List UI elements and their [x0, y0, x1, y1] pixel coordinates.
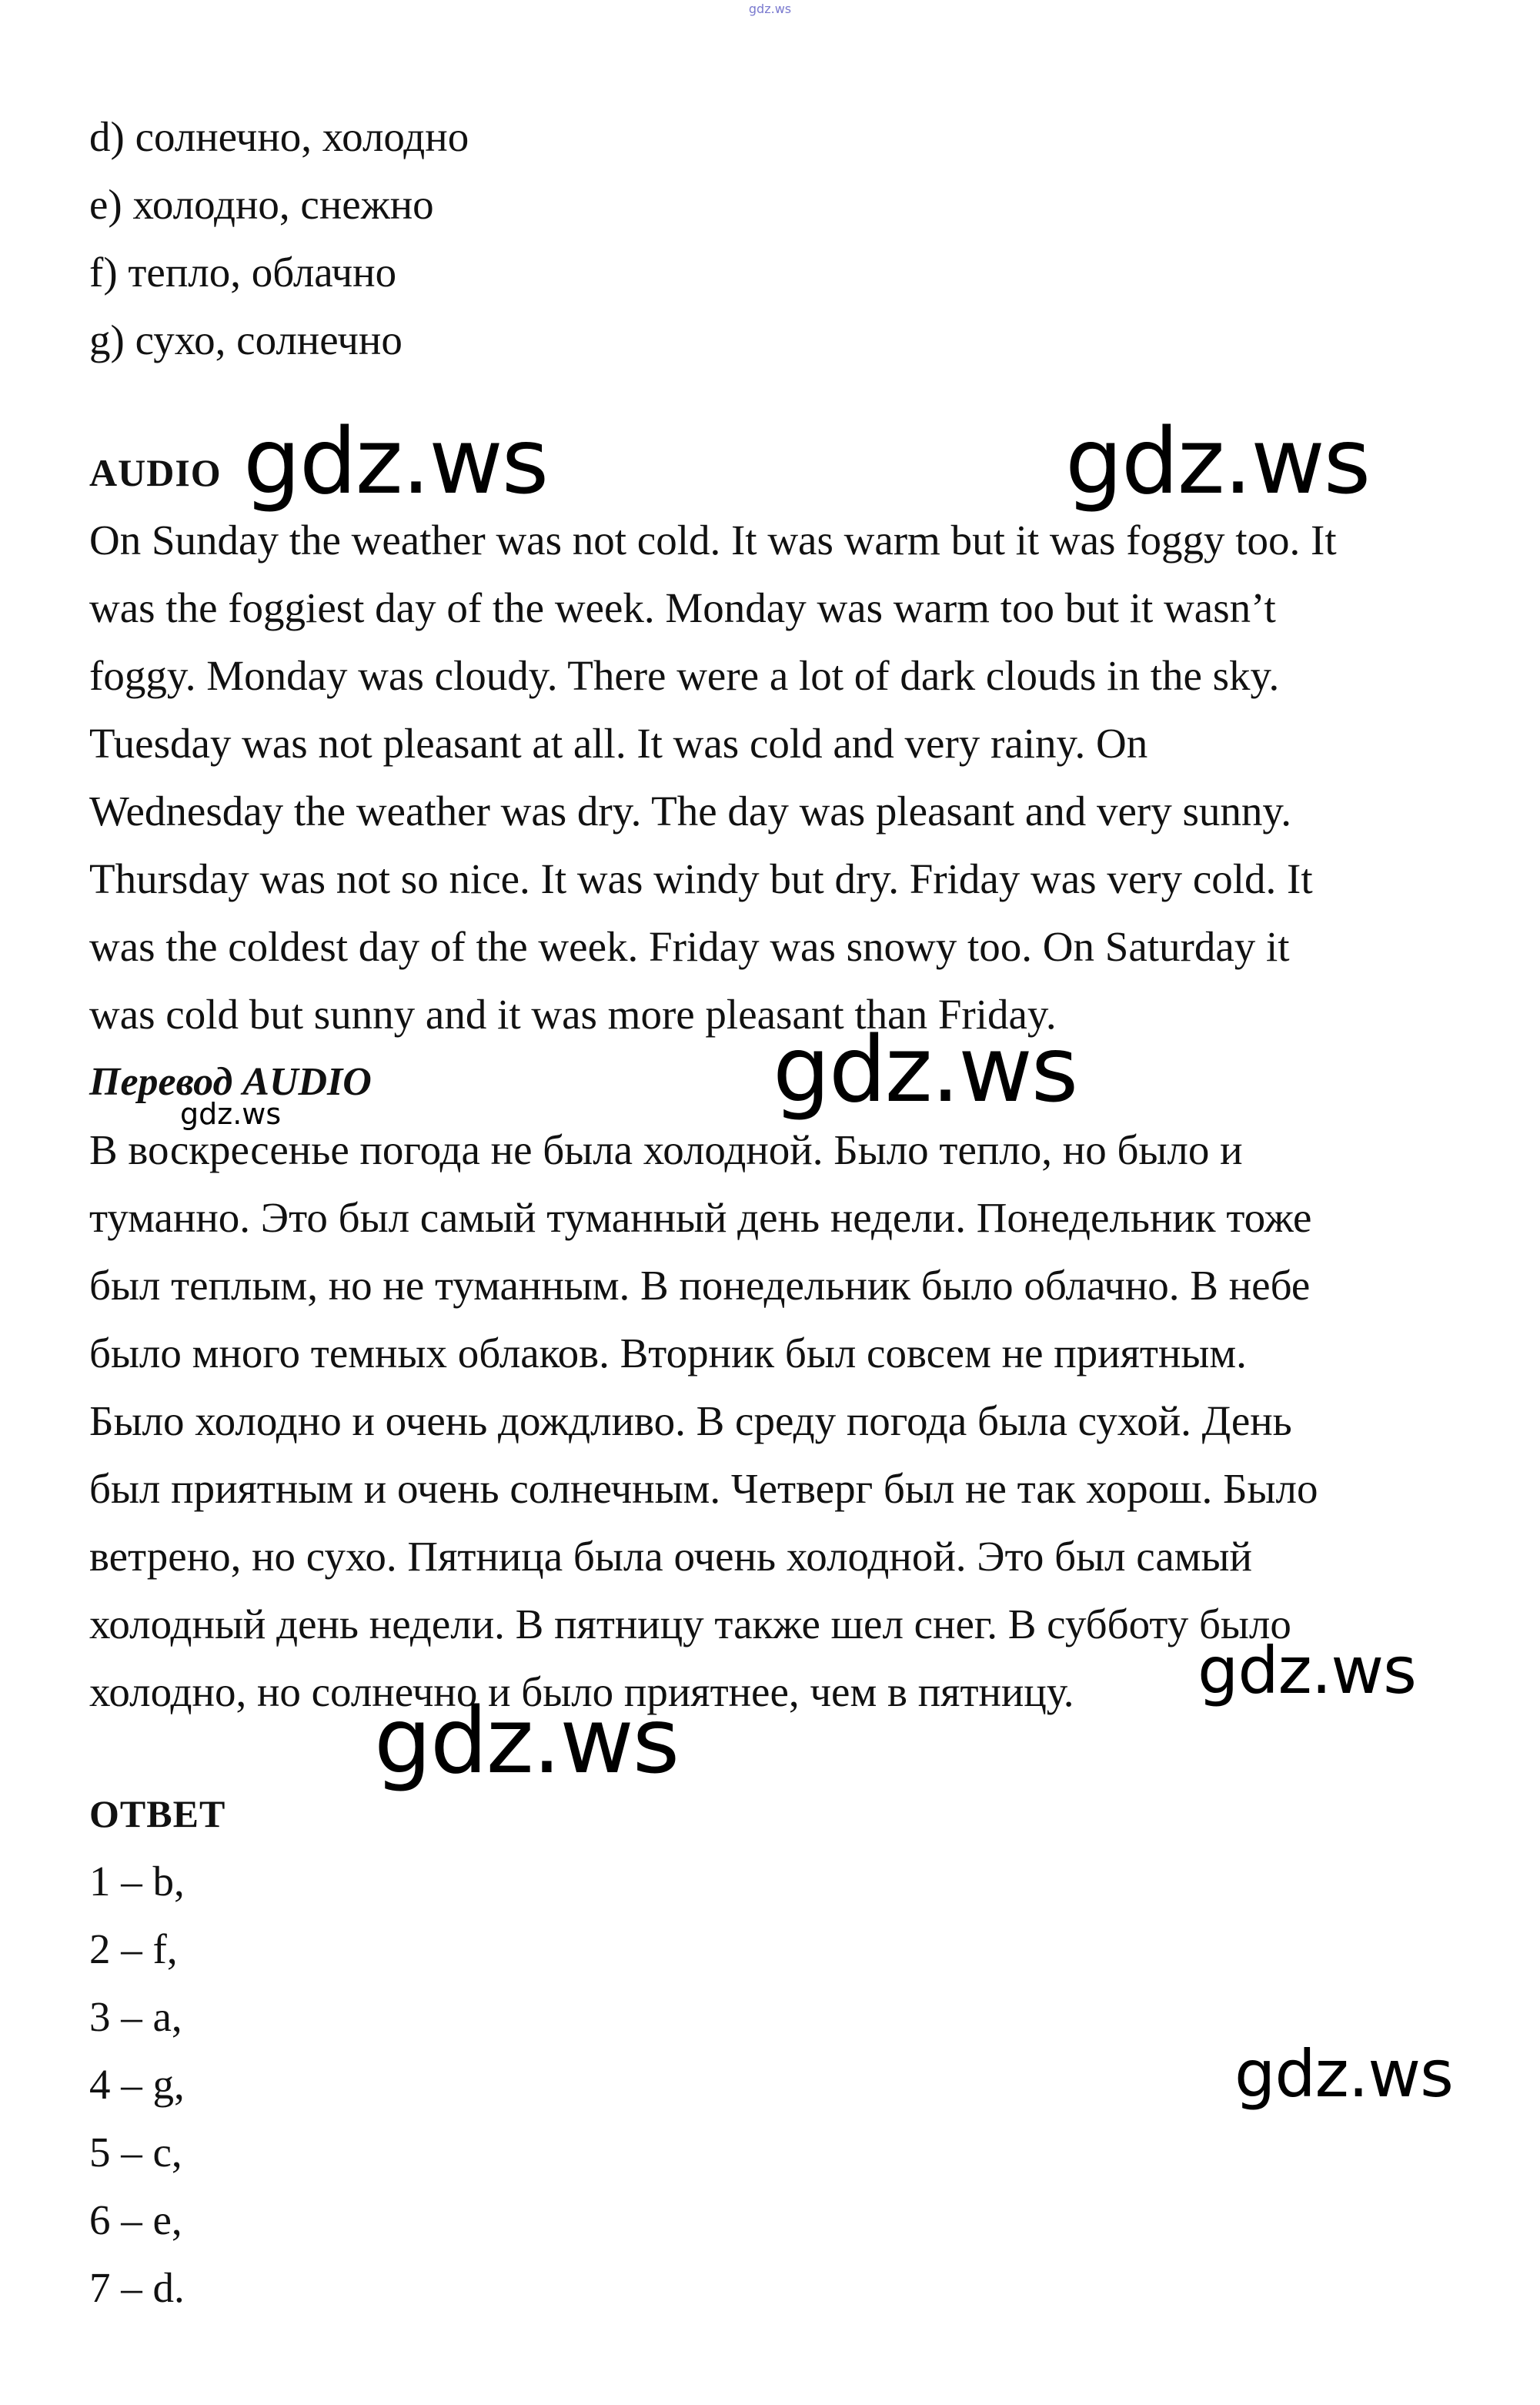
answer-item: 6 – e,: [89, 2196, 182, 2243]
audio-heading: AUDIO: [89, 451, 222, 494]
translation-section: [89, 1049, 1467, 1726]
option-item: g) сухо, солнечно: [89, 316, 403, 363]
answer-item: 5 – c,: [89, 2129, 182, 2176]
answer-item: 3 – a,: [89, 1993, 182, 2040]
audio-text-line: Thursday was not so nice. It was windy but dry. Friday was very cold. It: [89, 855, 1313, 902]
audio-section: [89, 439, 1467, 1049]
watermark-logo: gdz.ws: [1234, 2036, 1453, 2112]
watermark-logo: gdz.ws: [773, 1016, 1077, 1122]
option-item: d) солнечно, холодно: [89, 113, 469, 160]
audio-text-line: Tuesday was not pleasant at all. It was cold and very rainy. On: [89, 720, 1148, 767]
audio-text-line: Wednesday the weather was dry. The day was pleasant and very sunny.: [89, 788, 1292, 835]
translation-text-line: Было холодно и очень дождливо. В среду погода была сухой. День: [89, 1397, 1292, 1444]
watermark-logo: gdz.ws: [374, 1688, 679, 1794]
audio-text-line: was the coldest day of the week. Friday was snowy too. On Saturday it: [89, 923, 1290, 970]
translation-text-line: холодный день недели. В пятницу также шел снег. В субботу было: [89, 1601, 1291, 1647]
watermark-logo: gdz.ws: [243, 408, 548, 514]
translation-text-line: туманно. Это был самый туманный день недели. Понедельник тоже: [89, 1194, 1312, 1241]
answer-item: 7 – d.: [89, 2264, 185, 2311]
audio-text-line: foggy. Monday was cloudy. There were a lot of dark clouds in the sky.: [89, 652, 1280, 699]
translation-heading: Перевод AUDIO: [89, 1060, 372, 1104]
answer-item: 1 – b,: [89, 1858, 185, 1905]
option-item: f) тепло, облачно: [89, 249, 397, 296]
audio-text-line: was cold but sunny and it was more pleasant than Friday.: [89, 991, 1057, 1038]
answer-item: 2 – f,: [89, 1925, 178, 1972]
audio-text-line: was the foggiest day of the week. Monday was warm too but it wasn’t: [89, 584, 1276, 631]
top-watermark-text: gdz.ws: [748, 2, 792, 16]
watermark-logo: gdz.ws: [1065, 408, 1370, 514]
translation-text-line: ветрено, но сухо. Пятница была очень холодной. Это был самый: [89, 1533, 1252, 1580]
answer-heading: ОТВЕТ: [89, 1792, 226, 1835]
watermark-logo: gdz.ws: [1198, 1633, 1416, 1708]
option-item: e) холодно, снежно: [89, 181, 434, 228]
watermark-logo: gdz.ws: [180, 1097, 282, 1131]
translation-text-line: холодно, но солнечно и было приятнее, чем в пятницу.: [89, 1668, 1074, 1715]
translation-text-line: В воскресенье погода не была холодной. Было тепло, но было и: [89, 1126, 1243, 1173]
audio-text-line: On Sunday the weather was not cold. It was warm but it was foggy too. It: [89, 517, 1337, 564]
translation-text-line: был теплым, но не туманным. В понедельник было облачно. В небе: [89, 1262, 1311, 1309]
answer-item: 4 – g,: [89, 2061, 185, 2108]
translation-text-line: было много темных облаков. Вторник был совсем не приятным.: [89, 1330, 1247, 1376]
translation-text-line: был приятным и очень солнечным. Четверг был не так хорош. Было: [89, 1465, 1318, 1512]
options-list: [89, 103, 1467, 374]
